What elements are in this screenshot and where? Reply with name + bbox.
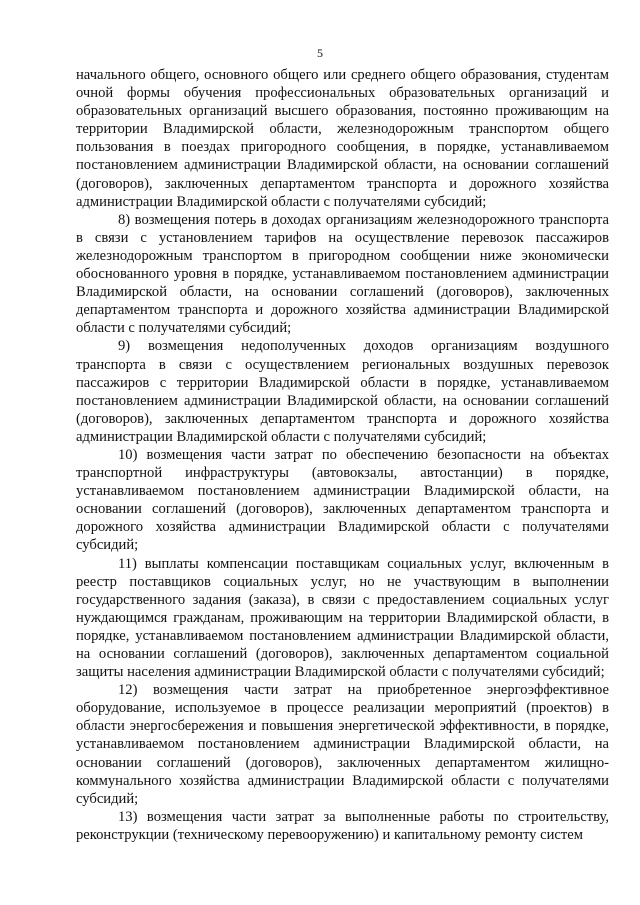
paragraph-item-10: 10) возмещения части затрат по обеспечению безопасности на объектах транспортной инфраструктуры (автовокзалы, автостанции) в порядке, устанавливаемом постановлением администрации Владимирской области, на основании соглашений (договоров), заключенных департаментом транспорта и дорожного хозяйства администрации Владимирской области с получателями субсидий; — [76, 446, 609, 554]
paragraph-item-9: 9) возмещения недополученных доходов организациям воздушного транспорта в связи с осуществлением региональных воздушных перевозок пассажиров с территории Владимирской области в порядке, устанавливаемом постановлением администрации Владимирской области, на основании соглашений (договоров), заключенных департаментом транспорта и дорожного хозяйства администрации Владимирской области с получателями субсидий; — [76, 338, 609, 445]
paragraph-item-11: 11) выплаты компенсации поставщикам социальных услуг, включенным в реестр поставщиков социальных услуг, но не участвующим в выполнении государственного задания (заказа), в связи с предоставлением социальных услуг нуждающимся гражданам, проживающим на территории Владимирской области, в порядке, устанавливаемом постановлением администрации Владимирской области, на основании соглашений (договоров), заключенных департаментом социальной защиты населения администрации Владимирской области с получателями субсидий; — [76, 555, 609, 681]
paragraph-item-8: 8) возмещения потерь в доходах организациям железнодорожного транспорта в связи с установлением тарифов на осуществление перевозок пассажиров железнодорожным транспортом в пригородном сообщении ниже экономически обоснованного уровня в порядке, устанавливаемом постановлением администрации Владимирской области, на основании соглашений (договоров), заключенных департаментом транспорта и дорожного хозяйства администрации Владимирской области с получателями субсидий; — [76, 211, 609, 337]
paragraph-item-13: 13) возмещения части затрат за выполненные работы по строительству, реконструкции (техническому перевооружению) и капитальному ремонту систем — [76, 808, 609, 843]
page-number: 5 — [317, 46, 323, 60]
paragraph-continuation: начального общего, основного общего или среднего общего образования, студентам очной формы обучения профессиональных образовательных организаций и образовательных организаций высшего образования, постоянно проживающим на территории Владимирской области, железнодорожным транспортом общего пользования в поездах пригородного сообщения, в порядке, устанавливаемом постановлением администрации Владимирской области, на основании соглашений (договоров), заключенных департаментом транспорта и дорожного хозяйства администрации Владимирской области с получателями субсидий; — [76, 67, 609, 210]
paragraph-item-12: 12) возмещения части затрат на приобретенное энергоэффективное оборудование, используемое в процессе реализации мероприятий (проектов) в области энергосбережения и повышения энергетической эффективности, в порядке, устанавливаемом постановлением администрации Владимирской области, на основании соглашений (договоров), заключенных департаментом жилищно-коммунального хозяйства администрации Владимирской области с получателями субсидий; — [76, 682, 609, 807]
document-body — [76, 66, 609, 844]
